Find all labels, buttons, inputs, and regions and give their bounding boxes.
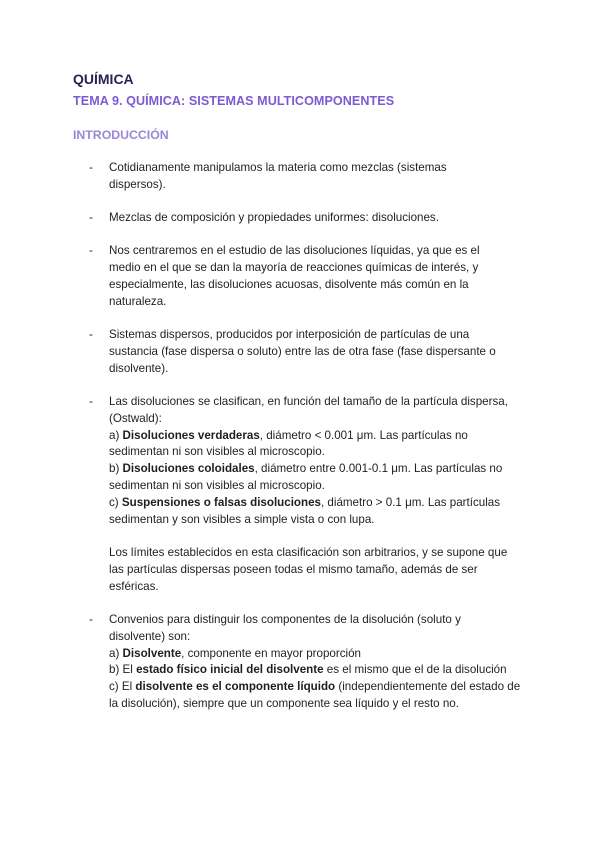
text-line: medio en el que se dan la mayoría de reacciones químicas de interés, y [109, 261, 479, 275]
bold-term: Disoluciones coloidales [122, 462, 255, 476]
classification-a: a) Disoluciones verdaderas, diámetro < 0.001 μm. Las partículas no [109, 428, 468, 442]
list-item [73, 210, 533, 227]
text-line: Nos centraremos en el estudio de las disoluciones líquidas, ya que es el [109, 244, 480, 258]
convention-b: b) El estado físico inicial del disolvente es el mismo que el de la disolución [109, 663, 507, 677]
bold-term: Suspensiones o falsas disoluciones [121, 495, 321, 509]
bold-term: estado físico inicial del disolvente [136, 663, 324, 677]
subject-title: QUÍMICA [73, 71, 134, 87]
list-item [73, 327, 533, 377]
text-line: sedimentan y son visibles a simple vista o con lupa. [109, 512, 375, 526]
text-line: sustancia (fase dispersa o soluto) entre las de otra fase (fase dispersante o [109, 344, 496, 358]
text-line: (Ostwald): [109, 411, 162, 425]
bold-term: Disolvente [122, 646, 182, 660]
text-line: dispersos). [109, 177, 166, 191]
text-line: Mezclas de composición y propiedades uniformes: disoluciones. [109, 211, 439, 225]
text-line: disolvente) son: [109, 629, 191, 643]
theme-title: TEMA 9. QUÍMICA: SISTEMAS MULTICOMPONENTES [73, 94, 395, 108]
list-item [73, 612, 533, 713]
paragraph-gap [109, 528, 533, 545]
bold-term: Disoluciones verdaderas [122, 428, 260, 442]
text-line: sedimentan ni son visibles al microscopio. [109, 445, 325, 459]
section-heading: INTRODUCCIÓN [73, 128, 169, 142]
bold-term: disolvente es el componente líquido [135, 680, 336, 694]
bullet-dash: - [89, 328, 93, 342]
bullet-dash: - [89, 244, 93, 258]
note-line: Los límites establecidos en esta clasificación son arbitrarios, y se supone que [109, 546, 508, 560]
convention-c: c) El disolvente es el componente líquido (independientemente del estado de [109, 680, 521, 694]
note-line: esféricas. [109, 579, 159, 593]
text-line: Las disoluciones se clasifican, en función del tamaño de la partícula dispersa, [109, 394, 508, 408]
bullet-list [73, 160, 533, 729]
list-item [73, 394, 533, 596]
text-line: Convenios para distinguir los componentes de la disolución (soluto y [109, 613, 461, 627]
convention-a: a) Disolvente, componente en mayor proporción [109, 646, 361, 660]
bullet-dash: - [89, 161, 93, 174]
text-line: la disolución), siempre que un componente sea líquido y el resto no. [109, 697, 459, 711]
list-item [73, 160, 533, 194]
text-line: disolvente). [109, 361, 169, 375]
bullet-dash: - [89, 394, 93, 408]
list-item [73, 243, 533, 310]
text-line: especialmente, las disoluciones acuosas, disolvente más común en la [109, 277, 469, 291]
classification-b: b) Disoluciones coloidales, diámetro entre 0.001-0.1 μm. Las partículas no [109, 462, 503, 476]
bullet-dash: - [89, 613, 93, 627]
text-line: sedimentan ni son visibles al microscopio. [109, 478, 325, 492]
text-line: Cotidianamente manipulamos la materia como mezclas (sistemas [109, 161, 447, 174]
text-line: naturaleza. [109, 294, 167, 308]
note-line: las partículas dispersas poseen todas el mismo tamaño, además de ser [109, 562, 478, 576]
bullet-dash: - [89, 211, 93, 225]
classification-c: c) Suspensiones o falsas disoluciones, diámetro > 0.1 μm. Las partículas [109, 495, 501, 509]
text-line: Sistemas dispersos, producidos por interposición de partículas de una [109, 328, 470, 342]
